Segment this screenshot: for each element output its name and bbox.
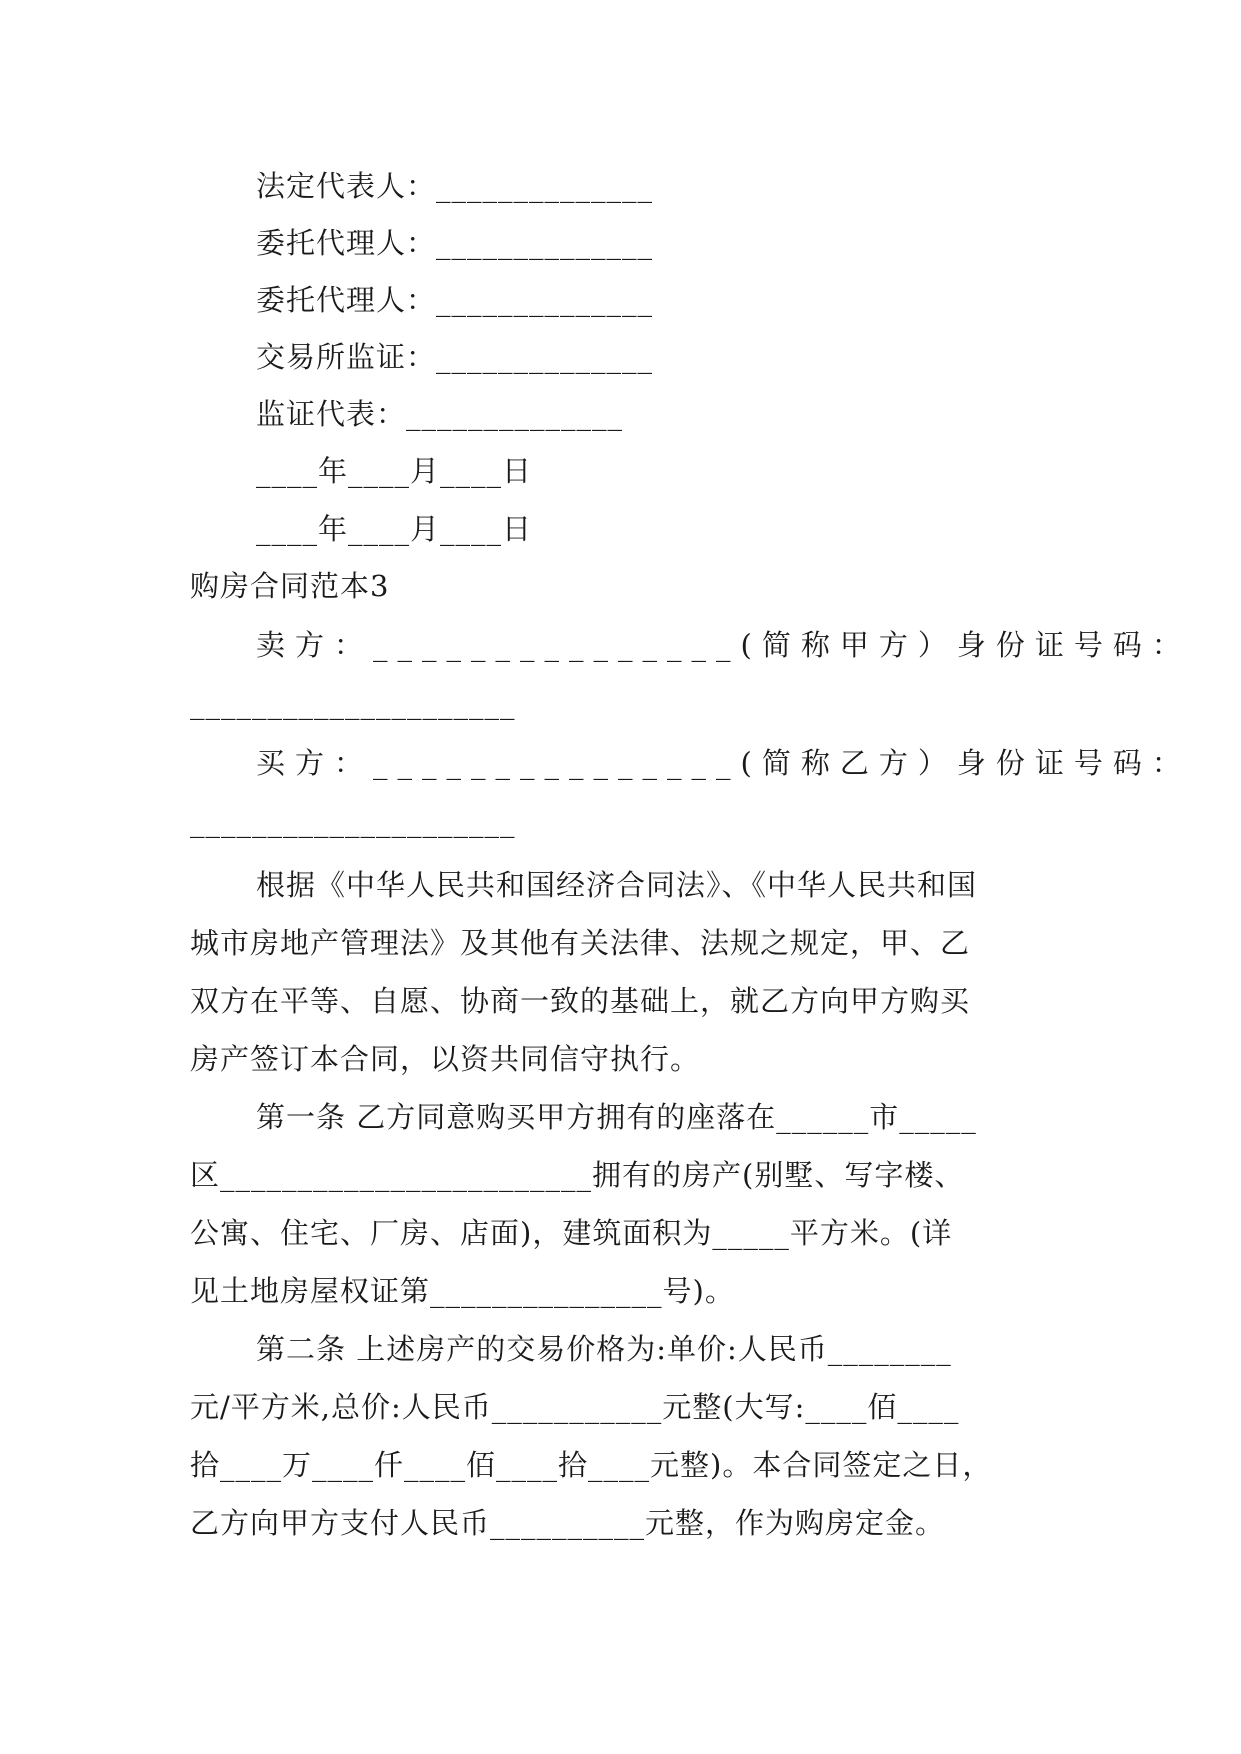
signature-agent-2: 委托代理人：______________	[256, 283, 654, 317]
date-line-1: ____年____月____日	[256, 454, 533, 488]
signature-agent-1: 委托代理人：______________	[256, 226, 654, 260]
body-line: 见土地房屋权证第_______________号)。	[190, 1274, 735, 1308]
date-line-2: ____年____月____日	[256, 512, 533, 546]
body-line: 区________________________拥有的房产(别墅、写字楼、	[190, 1158, 965, 1192]
article-one-line: 第一条 乙方同意购买甲方拥有的座落在______市_____	[256, 1100, 977, 1134]
body-line: 根据《中华人民共和国经济合同法》、《中华人民共和国	[256, 868, 978, 902]
signature-exchange-witness: 交易所监证：______________	[256, 340, 654, 374]
body-line: 城市房地产管理法》及其他有关法律、法规之规定，甲、乙	[190, 926, 971, 960]
signature-legal-representative: 法定代表人：______________	[256, 169, 654, 203]
body-line: 拾____万____仟____佰____拾____元整)。本合同签定之日，	[190, 1448, 993, 1482]
body-line: 公寓、住宅、厂房、店面)，建筑面积为_____平方米。(详	[190, 1216, 953, 1250]
body-line: 乙方向甲方支付人民币__________元整，作为购房定金。	[190, 1506, 946, 1540]
seller-id-blank: _____________________	[190, 686, 516, 720]
signature-witness-representative: 监证代表：______________	[256, 397, 624, 431]
section-title: 购房合同范本3	[190, 569, 390, 603]
body-line: 元/平方米,总价:人民币___________元整(大写:____佰____	[190, 1390, 960, 1424]
body-line: 双方在平等、自愿、协商一致的基础上，就乙方向甲方购买	[190, 984, 971, 1018]
buyer-line: 买方：_______________(简称乙方）身份证号码：	[256, 746, 1191, 780]
body-line: 房产签订本合同，以资共同信守执行。	[190, 1042, 701, 1076]
article-two-line: 第二条 上述房产的交易价格为:单价:人民币________	[256, 1332, 952, 1366]
buyer-id-blank: _____________________	[190, 804, 516, 838]
seller-line: 卖方：_______________(简称甲方）身份证号码：	[256, 628, 1191, 662]
